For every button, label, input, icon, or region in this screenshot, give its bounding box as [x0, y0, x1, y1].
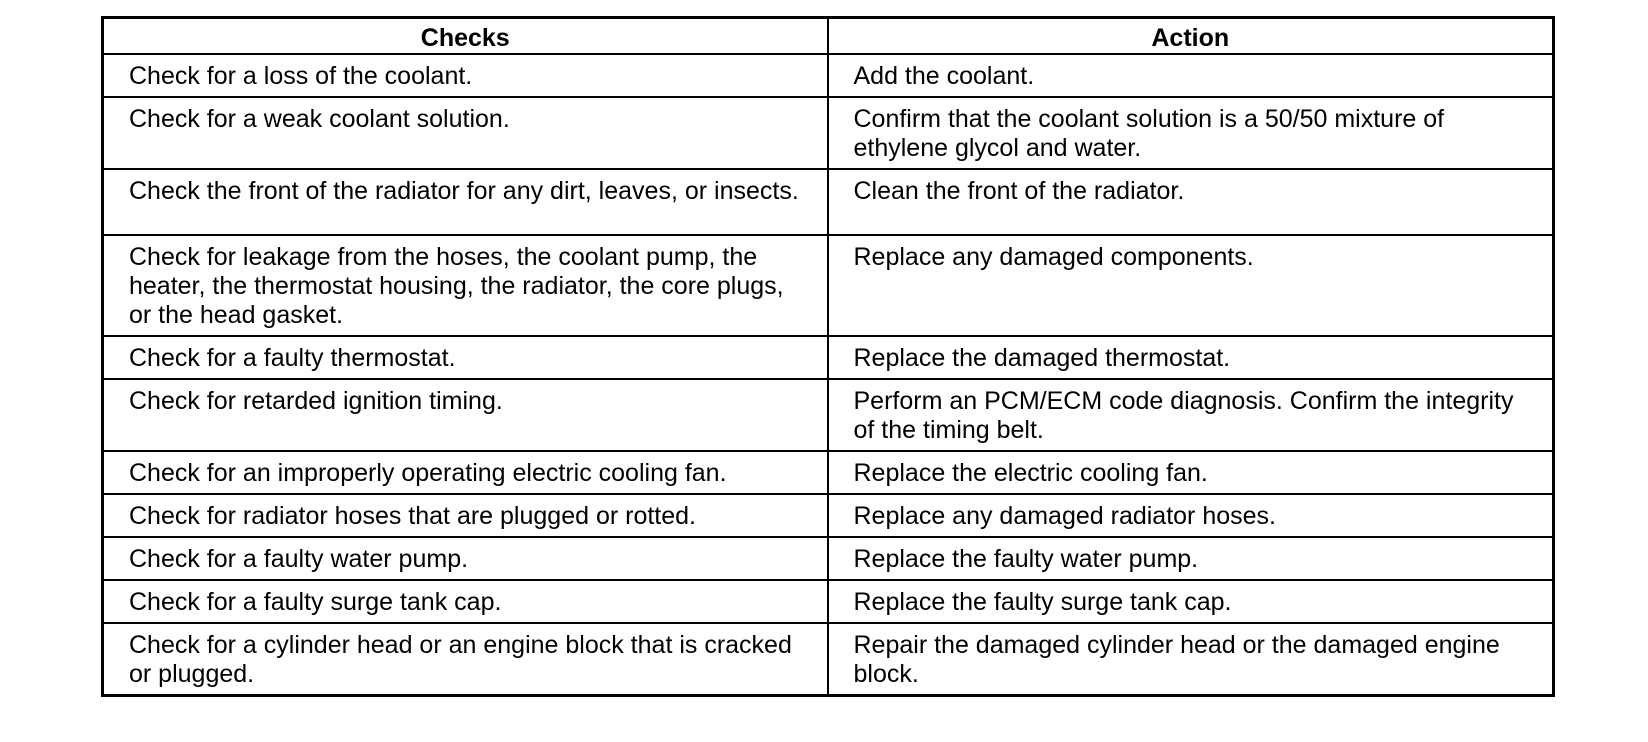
action-cell: Repair the damaged cylinder head or the damaged engine block.	[828, 623, 1554, 696]
check-cell: Check for leakage from the hoses, the coolant pump, the heater, the thermostat housing, the radiator, the core plugs, or the head gasket.	[103, 235, 828, 336]
table-row	[103, 580, 1554, 623]
check-cell: Check for a cylinder head or an engine block that is cracked or plugged.	[103, 623, 828, 696]
table-row	[103, 451, 1554, 494]
action-cell: Replace the faulty surge tank cap.	[828, 580, 1554, 623]
check-cell: Check for a loss of the coolant.	[103, 54, 828, 97]
action-cell: Add the coolant.	[828, 54, 1554, 97]
table-row	[103, 537, 1554, 580]
table-row	[103, 235, 1554, 336]
check-cell: Check for a faulty surge tank cap.	[103, 580, 828, 623]
check-cell: Check for radiator hoses that are plugged or rotted.	[103, 494, 828, 537]
action-cell: Replace the damaged thermostat.	[828, 336, 1554, 379]
table-row	[103, 336, 1554, 379]
action-cell: Replace any damaged radiator hoses.	[828, 494, 1554, 537]
action-cell: Replace any damaged components.	[828, 235, 1554, 336]
table-body	[103, 54, 1554, 696]
check-cell: Check the front of the radiator for any dirt, leaves, or insects.	[103, 169, 828, 235]
action-column-header: Action	[828, 18, 1554, 55]
header-row	[103, 18, 1554, 55]
table-header	[103, 18, 1554, 55]
check-cell: Check for a weak coolant solution.	[103, 97, 828, 169]
check-cell: Check for a faulty water pump.	[103, 537, 828, 580]
table-row	[103, 97, 1554, 169]
check-cell: Check for retarded ignition timing.	[103, 379, 828, 451]
action-cell: Clean the front of the radiator.	[828, 169, 1554, 235]
action-cell: Perform an PCM/ECM code diagnosis. Confirm the integrity of the timing belt.	[828, 379, 1554, 451]
table-row	[103, 54, 1554, 97]
diagnostic-table	[101, 16, 1555, 697]
check-cell: Check for an improperly operating electric cooling fan.	[103, 451, 828, 494]
action-cell: Confirm that the coolant solution is a 50/50 mixture of ethylene glycol and water.	[828, 97, 1554, 169]
table-row	[103, 494, 1554, 537]
table-row	[103, 379, 1554, 451]
table-row	[103, 169, 1554, 235]
check-cell: Check for a faulty thermostat.	[103, 336, 828, 379]
checks-column-header: Checks	[103, 18, 828, 55]
action-cell: Replace the electric cooling fan.	[828, 451, 1554, 494]
action-cell: Replace the faulty water pump.	[828, 537, 1554, 580]
table-row	[103, 623, 1554, 696]
